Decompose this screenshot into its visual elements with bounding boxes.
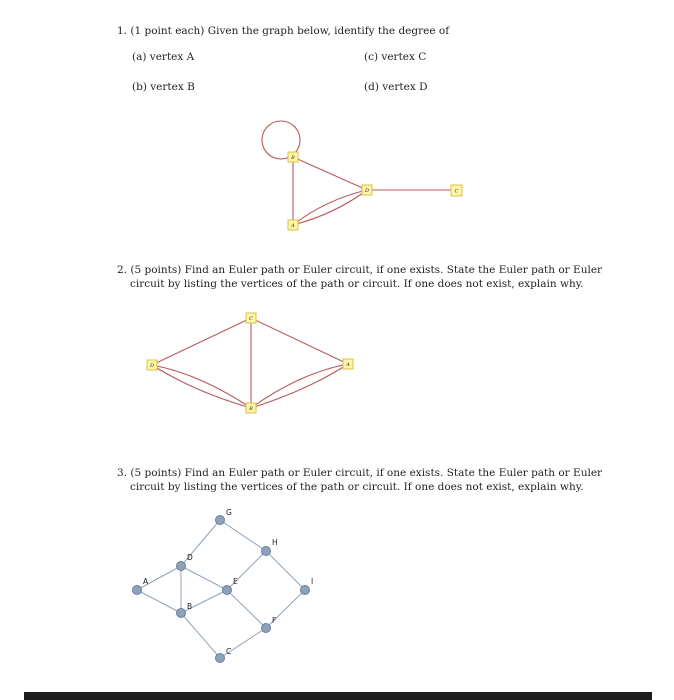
edge-c-a xyxy=(251,318,348,364)
node-a xyxy=(133,586,142,595)
vertex-c-label: C xyxy=(454,188,459,195)
node-i-label: I xyxy=(311,577,314,586)
edge-e-f xyxy=(227,590,266,628)
edge-a-b xyxy=(137,590,181,613)
vertex-b xyxy=(288,152,298,162)
edge-b-c xyxy=(181,613,220,658)
node-d-label: D xyxy=(187,553,193,562)
edge-b-a-1 xyxy=(251,364,348,408)
q2-prompt-line2: circuit by listing the vertices of the path or circuit. If one does not exist, explain why. xyxy=(130,278,584,290)
node-b-label: B xyxy=(187,602,193,611)
node-g xyxy=(216,516,225,525)
node-e-label: E xyxy=(233,577,238,586)
vertex-c xyxy=(246,313,256,323)
edge-b-a-2 xyxy=(251,364,348,408)
bottom-bar xyxy=(24,692,652,700)
edge-b-d xyxy=(293,157,367,190)
graph-1 xyxy=(262,121,462,230)
node-c xyxy=(216,654,225,663)
edge-h-i xyxy=(266,551,305,590)
node-f xyxy=(262,624,271,633)
vertex-c xyxy=(451,185,462,196)
vertex-d xyxy=(362,185,372,195)
edge-d-b-1 xyxy=(152,365,251,408)
node-f-label: F xyxy=(272,616,277,625)
node-a-label: A xyxy=(143,577,149,586)
vertex-b-label: B xyxy=(249,406,253,412)
graph-2 xyxy=(147,313,353,413)
node-d xyxy=(177,562,186,571)
edge-d-b-2 xyxy=(152,365,251,408)
node-i xyxy=(301,586,310,595)
q1-part-c: (c) vertex C xyxy=(364,51,427,63)
node-e xyxy=(223,586,232,595)
edge-a-d-1 xyxy=(293,188,370,225)
vertex-d-label: D xyxy=(364,188,370,194)
edge-d-c xyxy=(152,318,251,365)
vertex-a-label: A xyxy=(291,223,295,229)
q1-part-a: (a) vertex A xyxy=(132,51,195,63)
vertex-b-label: B xyxy=(291,155,295,161)
node-h xyxy=(262,547,271,556)
node-c-label: C xyxy=(226,647,232,656)
vertex-a-label: A xyxy=(346,362,350,368)
vertex-d xyxy=(147,360,157,370)
q2-prompt-line1: 2. (5 points) Find an Euler path or Euler circuit, if one exists. State the Euler path or Euler xyxy=(117,264,603,276)
vertex-c-label: C xyxy=(249,316,253,322)
vertex-d-label: D xyxy=(149,363,155,369)
node-g-label: G xyxy=(226,508,232,517)
edge-d-e xyxy=(181,566,227,590)
node-h-label: H xyxy=(272,538,278,547)
vertex-a xyxy=(343,359,353,369)
vertex-a xyxy=(288,220,298,230)
q1-part-b: (b) vertex B xyxy=(132,81,195,93)
graph-3 xyxy=(133,508,314,663)
edge-g-h xyxy=(220,520,266,551)
q3-prompt-line1: 3. (5 points) Find an Euler path or Euler circuit, if one exists. State the Euler path or Euler xyxy=(117,467,603,479)
q1-prompt: 1. (1 point each) Given the graph below, identify the degree of xyxy=(117,25,450,37)
vertex-b xyxy=(246,403,256,413)
edge-a-d-2 xyxy=(293,188,370,225)
node-b xyxy=(177,609,186,618)
q3-prompt-line2: circuit by listing the vertices of the path or circuit. If one does not exist, explain why. xyxy=(130,481,584,493)
q1-part-d: (d) vertex D xyxy=(364,81,428,93)
